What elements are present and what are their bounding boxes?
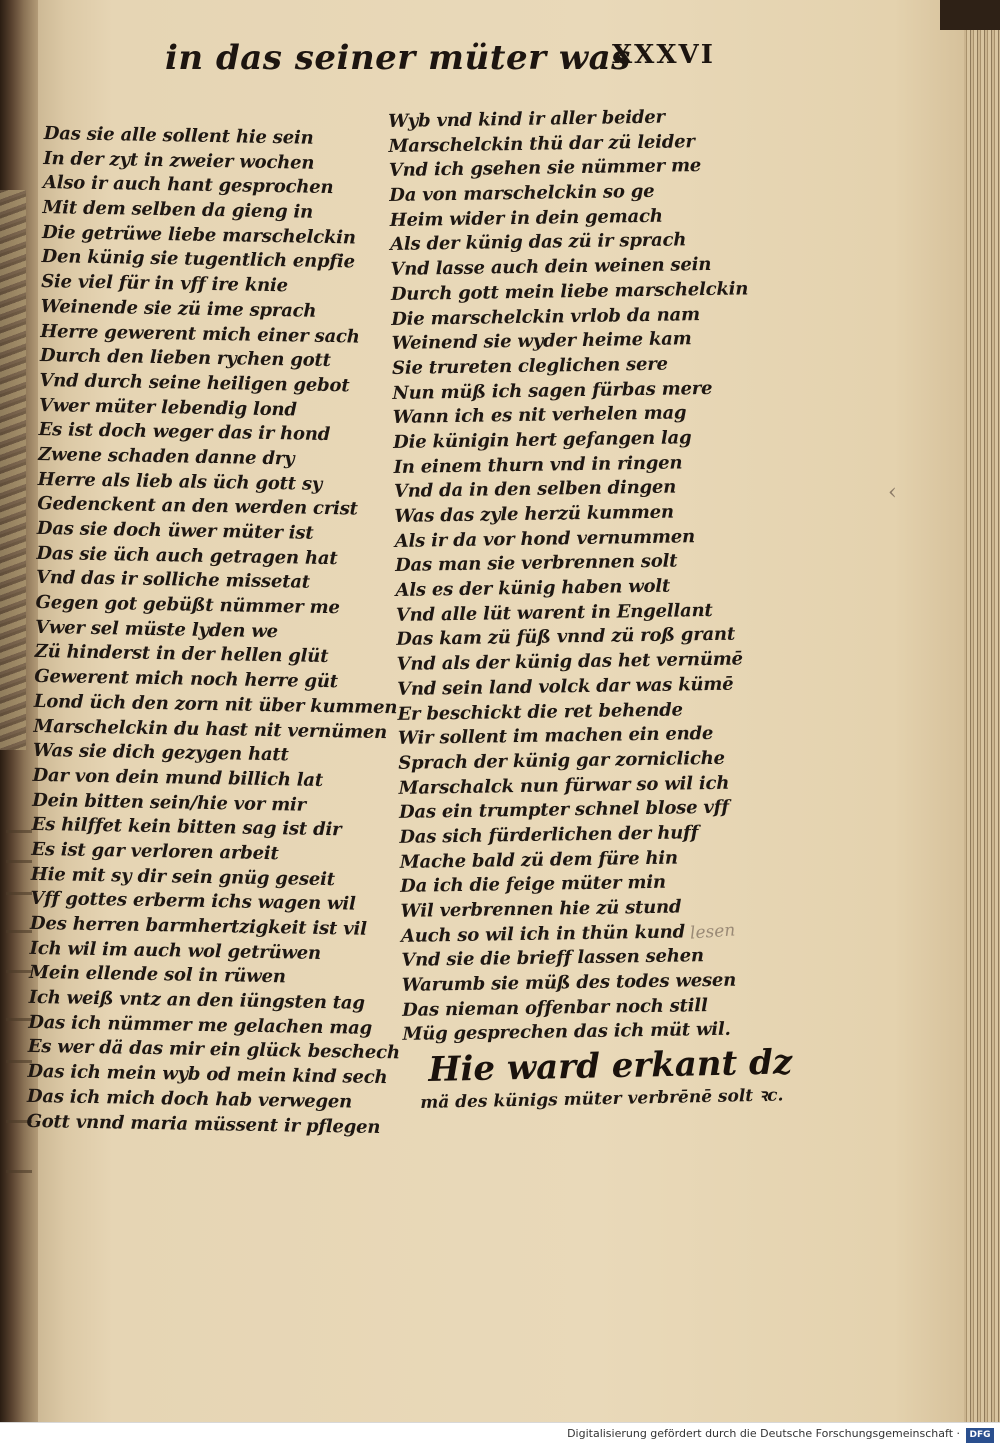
text-line: Das ein trumpter schnel blose vff [398, 796, 729, 824]
text-line: Lond üch den zorn nit über kummen [33, 690, 398, 719]
text-line: Hie mit sy dir sein gnüg geseit [30, 863, 336, 890]
page-edges [964, 0, 1000, 1422]
text-line: Es ist doch weger das ir hond [38, 419, 331, 446]
text-line: Was das zyle herzü kummen [394, 501, 674, 527]
text-line: In der zyt in zweier wochen [43, 147, 315, 174]
text-line: Warumb sie müß des todes wesen [401, 969, 737, 996]
text-line: In einem thurn vnd in ringen [393, 452, 683, 478]
text-line: Da von marschelckin so ge [389, 180, 655, 207]
text-line: Durch den lieben rychen gott [39, 345, 331, 372]
text-line: Sie viel für in vff ire knie [41, 271, 289, 297]
text-line: Müg gesprechen das ich müt wil. [402, 1019, 731, 1046]
dfg-logo: DFG [966, 1428, 994, 1443]
text-line: Vnd als der künig das het vernümē [396, 648, 744, 676]
text-line: Er beschickt die ret behende [397, 698, 683, 725]
text-line: Vnd durch seine heiligen gebot [39, 369, 350, 397]
text-line: Da ich die feige müter min [400, 872, 666, 898]
text-line: Es wer dä das mir ein glück beschech [27, 1036, 400, 1064]
text-line: Das man sie verbrennen solt [394, 550, 678, 577]
text-line: Zwene schaden danne dry [38, 443, 295, 470]
text-line: Sprach der künig gar zornicliche [398, 747, 725, 774]
text-line: Dein bitten sein/hie vor mir [31, 789, 307, 816]
text-line: Heim wider in dein gemach [389, 205, 663, 231]
text-line: Gedenckent an den werden crist [37, 493, 358, 520]
text-line: Weinende sie zü ime sprach [40, 295, 317, 322]
text-line: Vnd da in den selben dingen [393, 476, 677, 503]
text-line: Die künigin hert gefangen lag [393, 427, 692, 453]
text-line: Ich weiß vntz an den iüngsten tag [28, 986, 365, 1014]
text-line: Vnd lasse auch dein weinen sein [390, 254, 712, 281]
text-line: Das sie alle sollent hie sein [43, 122, 314, 149]
previous-page-woodcut [0, 190, 26, 750]
text-line: Vnd sein land volck dar was kümē [396, 673, 734, 700]
text-line: Vnd das ir solliche missetat [35, 567, 311, 594]
margin-caret-mark: ‹ [888, 480, 897, 505]
text-line: Das ich mein wyb od mein kind sech [27, 1060, 388, 1089]
text-line: Das ich nümmer me gelachen mag [28, 1011, 373, 1039]
text-line: Nun müß ich sagen fürbas mere [392, 377, 713, 404]
text-line: Wir sollent im machen ein ende [397, 723, 714, 750]
previous-page-text-fragments [6, 820, 30, 1200]
left-text-column [26, 122, 416, 1141]
text-line: Gegen got gebüßt nümmer me [35, 591, 340, 619]
text-line: Das ich mich doch hab verwegen [26, 1085, 353, 1113]
text-line: Sie trureten cleglichen sere [391, 353, 668, 379]
text-line: Wil verbrennen hie zü stund [400, 896, 682, 922]
text-line: Das sich fürderlichen der huff [399, 822, 699, 848]
section-heading: Hie ward erkant dz [428, 1042, 793, 1090]
text-line: Es hilffet kein bitten sag ist dir [31, 814, 342, 841]
text-line: Gott vnnd maria müssent ir pflegen [26, 1110, 381, 1138]
text-line: Vnd sie die brieff lassen sehen [401, 945, 704, 972]
text-line: Herre gewerent mich einer sach [40, 320, 360, 348]
text-line: Wyb vnd kind ir aller beider [388, 106, 666, 132]
text-line: Was sie dich gezygen hatt [32, 740, 289, 766]
footer-bar [0, 1422, 1000, 1448]
text-line: Das sie doch üwer müter ist [36, 517, 314, 544]
text-line: Weinend sie wyder heime kam [391, 328, 692, 355]
text-line: Das nieman offenbar noch still [401, 994, 708, 1021]
text-line: Mache bald zü dem füre hin [399, 847, 679, 873]
handwritten-margin-note: lesen [689, 920, 736, 944]
text-line: Marschelckin thü dar zü leider [388, 130, 695, 157]
text-line: Gewerent mich noch herre güt [34, 666, 339, 693]
right-text-column [388, 104, 760, 1048]
text-line: Also ir auch hant gesprochen [42, 172, 334, 199]
text-line: Die marschelckin vrlob da nam [391, 303, 701, 330]
text-line: Als ir da vor hond vernummen [394, 525, 696, 552]
text-line: Vwer müter lebendig lond [38, 394, 297, 421]
text-line: Dar von dein mund billich lat [32, 764, 324, 791]
funding-credit: Digitalisierung gefördert durch die Deutsche Forschungsgemeinschaft · [567, 1427, 960, 1440]
text-line: Es ist gar verloren arbeit [31, 838, 279, 865]
text-line: Als der künig das zü ir sprach [389, 229, 687, 256]
text-line: Wann ich es nit verhelen mag [392, 402, 687, 429]
text-line: Als es der künig haben wolt [395, 575, 671, 602]
text-line: Mein ellende sol in rüwen [28, 962, 286, 988]
text-line: Des herren barmhertzigkeit ist vil [29, 912, 367, 940]
text-line: Das kam zü füß vnnd zü roß grant [396, 624, 736, 651]
scan-background-corner [940, 0, 1000, 30]
text-line: Durch gott mein liebe marschelckin [390, 278, 749, 305]
text-line: Vwer sel müste lyden we [34, 616, 279, 642]
text-line: Ich wil im auch wol getrüwen [29, 937, 322, 964]
text-line: Vnd alle lüt warent in Engellant [395, 599, 713, 626]
text-line: Herre als lieb als üch gott sy [37, 468, 323, 495]
text-line: Auch so wil ich in thün kund [400, 921, 686, 947]
text-line: Zü hinderst in der hellen glüt [34, 641, 329, 668]
text-line: Die getrüwe liebe marschelckin [41, 221, 356, 249]
text-line: Marschelckin du hast nit vernümen [33, 715, 388, 743]
text-line: Vnd ich gsehen sie nümmer me [388, 155, 702, 182]
running-head: in das seiner müter was [165, 38, 631, 78]
text-line: Vff gottes erberm ichs wagen wil [30, 888, 356, 915]
folio-number: XXXVI [612, 40, 715, 70]
text-line: Den künig sie tugentlich enpfie [41, 246, 356, 273]
text-line: Das sie üch auch getragen hat [36, 542, 338, 569]
text-line: Marschalck nun fürwar so wil ich [398, 772, 730, 799]
section-subheading: mä des künigs müter verbrēnē solt ꝛc. [420, 1085, 784, 1113]
text-line: Mit dem selben da gieng in [42, 197, 314, 223]
